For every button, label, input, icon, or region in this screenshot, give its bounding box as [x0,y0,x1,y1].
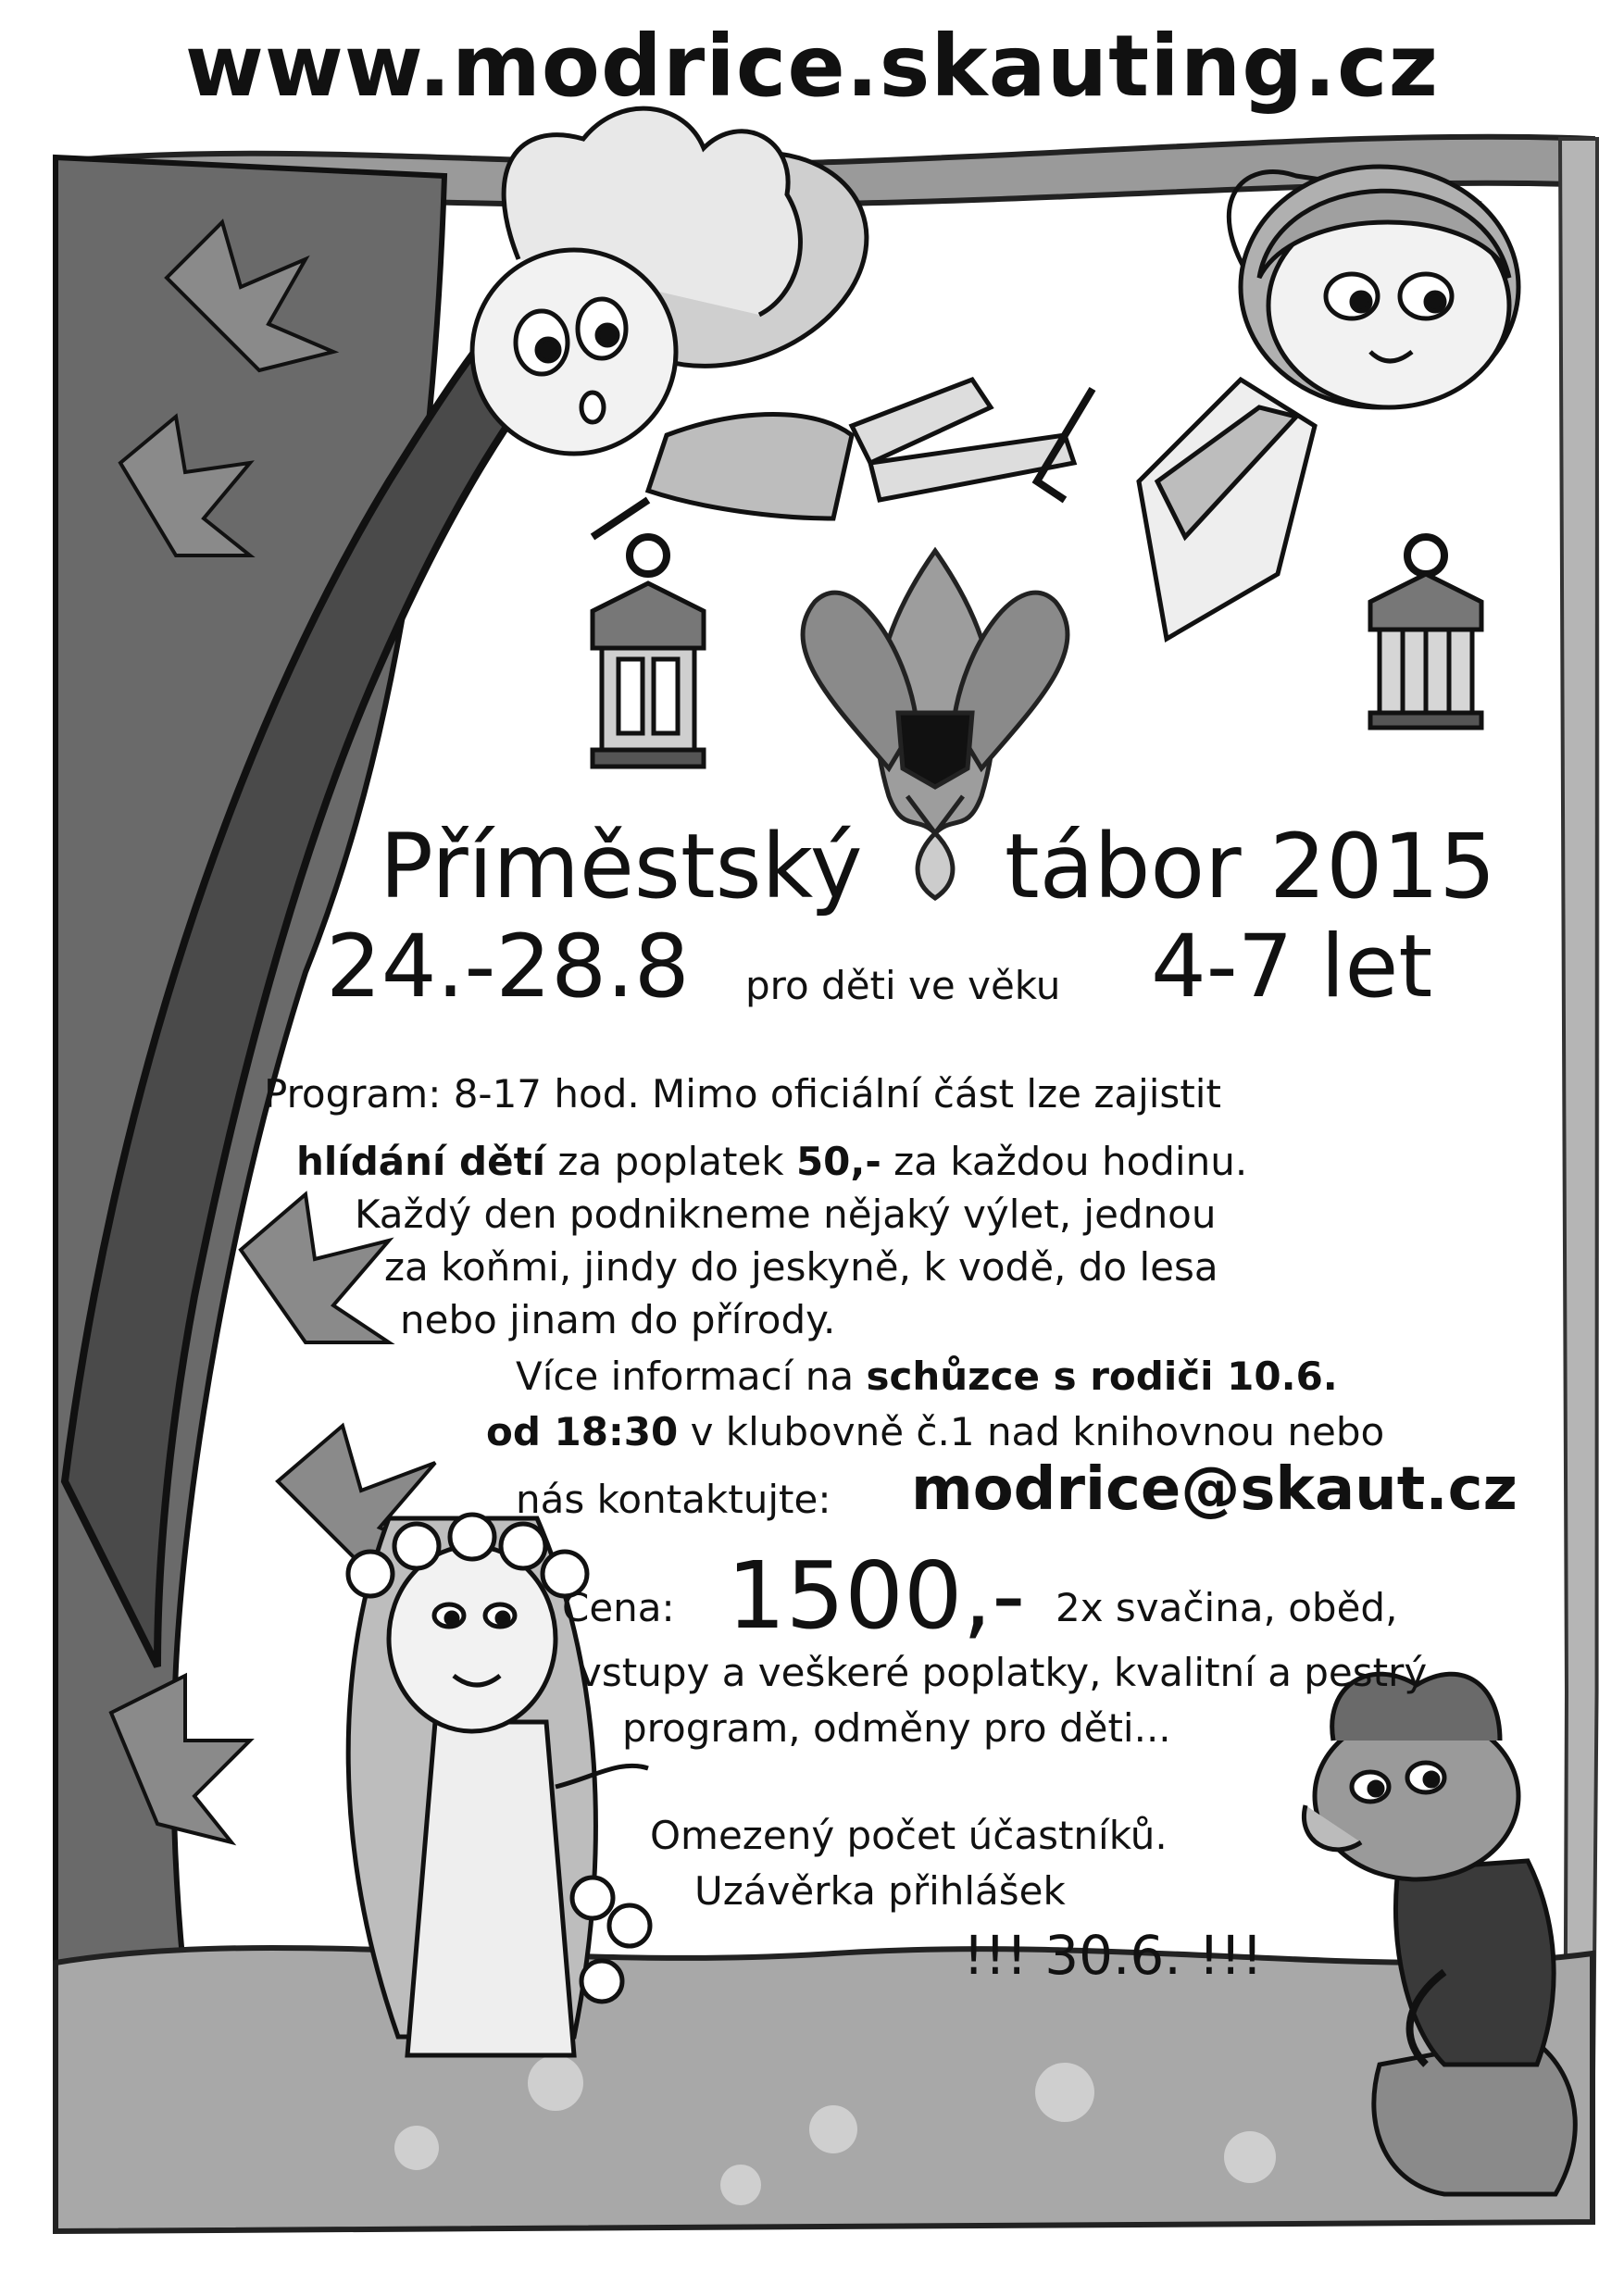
registration-deadline: !!! 30.6. !!! [963,1924,1263,1987]
camp-dates: 24.-28.8 [326,917,690,1017]
registration-deadline-label: Uzávěrka přihlášek [694,1868,1066,1914]
price-includes-1: 2x svačina, oběd, [1056,1585,1398,1630]
program-line-4: za koňmi, jindy do jeskyně, k vodě, do lesa [384,1244,1218,1290]
title-part1: Příměstský [380,815,863,918]
program-line-2 [296,1139,1247,1184]
program-line-1: Program: 8-17 hod. Mimo oficiální část lze zajistit [264,1071,1221,1117]
fee-amount: 50,- [795,1139,881,1184]
info-line-1 [516,1354,1338,1399]
program-line-3: Každý den podnikneme nějaký výlet, jednou [355,1192,1217,1237]
age-prefix: pro děti ve věku [745,963,1061,1008]
price-amount: 1500,- [727,1541,1026,1650]
age-range: 4-7 let [1151,917,1433,1017]
title-part2: tábor 2015 [1005,815,1496,918]
website-url[interactable]: www.modrice.skauting.cz [184,17,1440,116]
fee-text: za poplatek [545,1139,796,1184]
fee-unit: za každou hodinu. [881,1139,1248,1184]
program-line-5: nebo jinam do přírody. [400,1297,836,1342]
parents-meeting: schůzce s rodiči 10.6. [866,1354,1338,1399]
info-contact-prefix: nás kontaktujte: [516,1477,831,1522]
price-label: Cena: [562,1585,675,1630]
price-includes-3: program, odměny pro děti... [622,1705,1171,1751]
right-frame [1560,139,1600,2180]
limited-capacity: Omezený počet účastníků. [650,1813,1168,1858]
contact-email[interactable]: modrice@skaut.cz [911,1455,1518,1524]
girl-fairy [1037,167,1518,639]
lantern-left [593,537,704,767]
price-includes-2: vstupy a veškeré poplatky, kvalitní a pestrý [579,1650,1428,1695]
lantern-right [1370,537,1481,728]
ground [56,1948,1593,2231]
info-prefix: Více informací na [516,1354,867,1399]
info-line-2 [486,1409,1384,1454]
babysitting-label: hlídání dětí [296,1139,546,1184]
meeting-place: v klubovně č.1 nad knihovnou nebo [678,1409,1385,1454]
meeting-time: od 18:30 [486,1409,679,1454]
